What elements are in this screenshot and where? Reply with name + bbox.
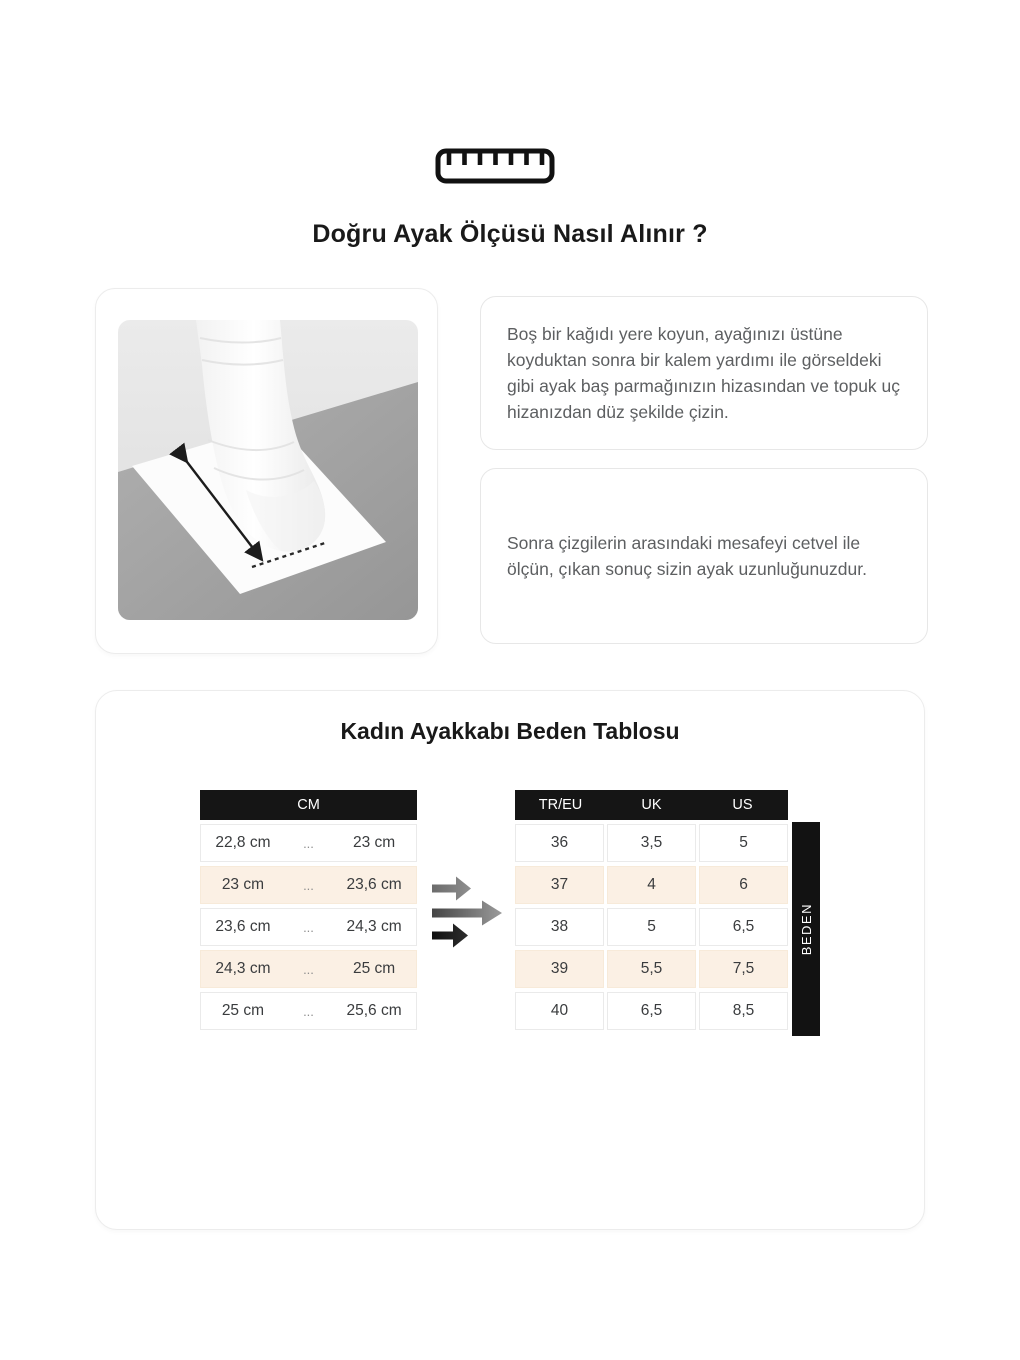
- page-title: Doğru Ayak Ölçüsü Nasıl Alınır ?: [312, 220, 708, 248]
- cm-table-header: CM: [200, 790, 417, 820]
- table-row: 39 5,5 7,5: [515, 950, 788, 988]
- col-header-uk: UK: [641, 797, 662, 813]
- table-row: 37 4 6: [515, 866, 788, 904]
- col-header-us: US: [732, 797, 753, 813]
- beden-label: BEDEN: [798, 902, 814, 956]
- ruler-icon: [435, 148, 555, 184]
- instruction-box-2: [480, 468, 928, 644]
- instruction-text-1: Boş bir kağıdı yere koyun, ayağınızı üstüne koyduktan sonra bir kalem yardımı ile görseldeki gibi ayak baş parmağınızın hizasından ve topuk uç hizanızdan düz şekilde çizin.: [507, 324, 901, 422]
- table-row: 38 5 6,5: [515, 908, 788, 946]
- table-row: 36 3,5 5: [515, 824, 788, 862]
- table-row: 23,6 cm ... 24,3 cm: [200, 908, 417, 946]
- size-table-header: [515, 790, 788, 820]
- col-header-tr-eu: TR/EU: [538, 797, 583, 813]
- beden-side-bar: [792, 822, 820, 1036]
- table-row: 23 cm ... 23,6 cm: [200, 866, 417, 904]
- size-guide-title: Kadın Ayakkabı Beden Tablosu: [340, 718, 680, 744]
- foot-measure-photo: [118, 320, 418, 620]
- table-row: 25 cm ... 25,6 cm: [200, 992, 417, 1030]
- cm-table: [200, 790, 417, 1030]
- instruction-text-2: Sonra çizgilerin arasındaki mesafeyi cetvel ile ölçün, çıkan sonuç sizin ayak uzunluğunuzdur.: [507, 533, 867, 579]
- size-conversion-table: [515, 790, 788, 1030]
- instruction-box-1: [480, 296, 928, 450]
- table-row: 40 6,5 8,5: [515, 992, 788, 1030]
- transfer-arrows-icon: [430, 872, 510, 950]
- table-row: 22,8 cm ... 23 cm: [200, 824, 417, 862]
- table-row: 24,3 cm ... 25 cm: [200, 950, 417, 988]
